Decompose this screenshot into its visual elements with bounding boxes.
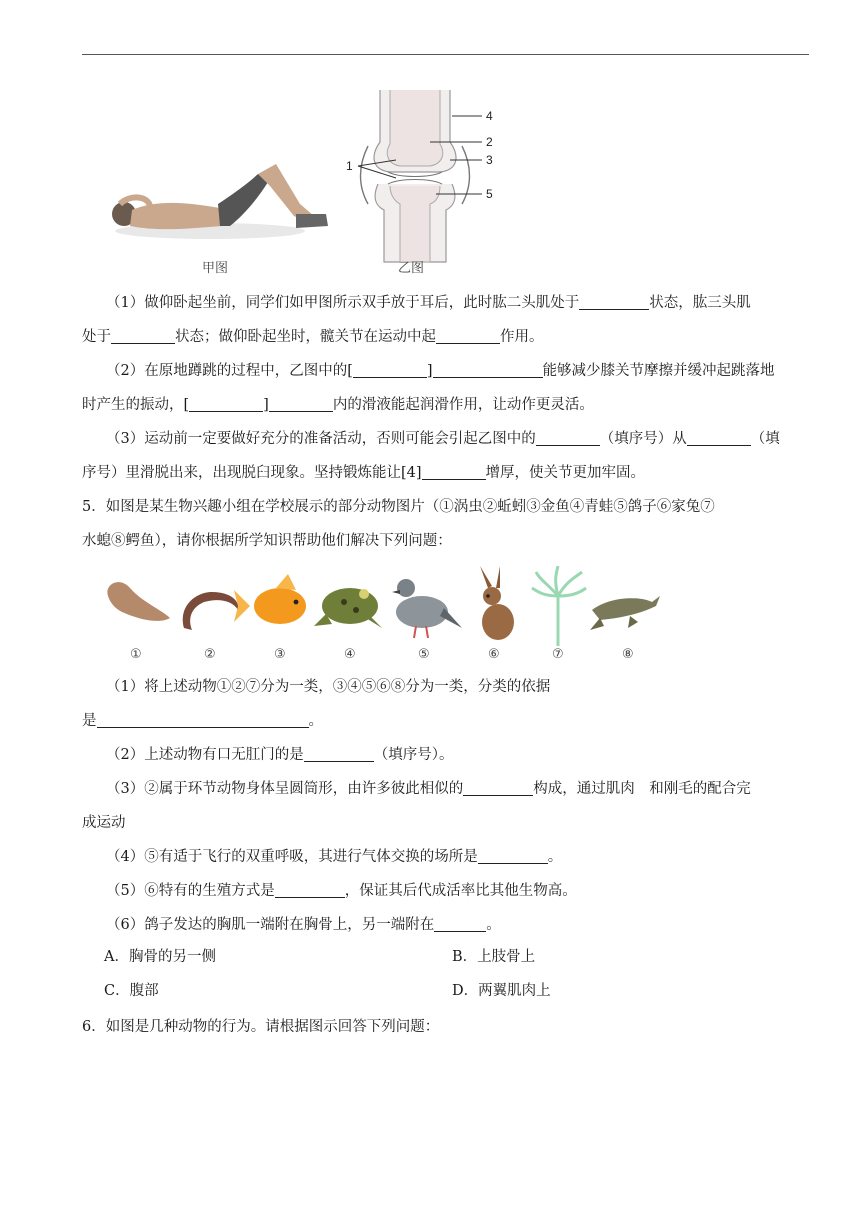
q5-s3-line1 [82, 772, 810, 806]
fig-yi-caption: 乙图 [398, 260, 425, 275]
animal-number-6: ⑥ [488, 647, 500, 662]
figure-jia-yi [100, 86, 520, 282]
label-3: 3 [486, 153, 493, 167]
q5-s6-text-a: （6）鸽子发达的胸肌一端附在胸骨上，另一端附在 [106, 917, 435, 933]
answer-blank[interactable] [536, 429, 600, 446]
option-b[interactable]: B．上肢骨上 [452, 949, 536, 965]
frog-image [314, 588, 382, 628]
q4-p2-text-f: 内的滑液能起润滑作用，让动作更灵活。 [332, 397, 594, 413]
q4-p1-text-c: 处于 [82, 329, 111, 345]
q5-s4-text-b: 。 [547, 849, 563, 865]
answer-blank[interactable] [275, 881, 345, 898]
answer-blank[interactable] [269, 395, 333, 412]
rabbit-image [480, 566, 514, 640]
label-5: 5 [486, 187, 493, 201]
option-c[interactable]: C．腹部 [104, 983, 159, 999]
q5-s2-text-b: （填序号）。 [373, 747, 454, 763]
answer-blank[interactable] [463, 779, 533, 796]
pigeon-image [392, 579, 462, 638]
animal-number-4: ④ [344, 647, 356, 662]
label-1: 1 [346, 159, 353, 173]
crocodile-image [590, 596, 660, 630]
q5-s1-line2 [82, 704, 810, 738]
q5-s5-line [82, 874, 810, 908]
q4-p2-text-a: （2）在原地蹲跳的过程中，乙图中的[ [106, 363, 353, 379]
label-4: 4 [486, 109, 493, 123]
q5-s5-text-b: ，保证其后代成活率比其他生物高。 [344, 883, 577, 899]
answer-blank[interactable] [478, 847, 548, 864]
q4-p1-text-e: 作用。 [500, 329, 544, 345]
q4-p1-line2 [82, 320, 810, 354]
answer-blank[interactable] [353, 361, 427, 378]
q4-p2-text-b: ] [426, 363, 433, 379]
q5-s4-line [82, 840, 810, 874]
q4-p3-text-c: （填 [750, 431, 780, 447]
fig-jia-caption: 甲图 [202, 260, 229, 275]
q4-p3-line2 [82, 456, 810, 490]
answer-blank[interactable] [433, 361, 543, 378]
animal-pictures [100, 566, 660, 662]
q5-s2-line [82, 738, 810, 772]
q4-p3-text-b: （填序号）从 [599, 431, 687, 447]
q5-s1-text-c: 。 [308, 713, 323, 729]
animal-number-1: ① [130, 647, 142, 662]
option-a[interactable]: A．胸骨的另一侧 [104, 949, 216, 965]
q5-s4-text-a: （4）⑤有适于飞行的双重呼吸，其进行气体交换的场所是 [106, 849, 478, 865]
q5-s6-text-b: 。 [486, 917, 501, 933]
hydra-image [532, 566, 586, 646]
q5-s1-line1: （1）将上述动物①②⑦分为一类，③④⑤⑥⑧分为一类，分类的依据 [106, 679, 551, 695]
option-d[interactable]: D．两翼肌肉上 [452, 983, 551, 999]
q5-intro-line1: 5．如图是某生物兴趣小组在学校展示的部分动物图片（①涡虫②蚯蚓③金鱼④青蛙⑤鸽子⑥家兔⑦ [82, 499, 715, 515]
answer-blank[interactable] [189, 395, 263, 412]
q5-s3-line2: 成运动 [82, 815, 126, 831]
q4-p1-text-b: 状态，肱三头肌 [649, 295, 751, 311]
animal-number-3: ③ [274, 647, 286, 662]
answer-blank[interactable] [434, 915, 486, 932]
q4-p3-line1 [82, 422, 810, 456]
answer-blank[interactable] [436, 327, 500, 344]
q4-p2-text-e: ] [263, 397, 269, 413]
situp-person-illustration [112, 164, 328, 239]
earthworm-image [183, 592, 238, 630]
joint-diagram [358, 90, 482, 262]
goldfish-image [234, 574, 306, 624]
answer-blank[interactable] [579, 293, 649, 310]
q4-p2-text-c: 能够减少膝关节摩擦并缓冲起跳落地 [542, 363, 775, 379]
q5-s6-line [82, 908, 810, 942]
q4-p3-text-a: （3）运动前一定要做好充分的准备活动，否则可能会引起乙图中的 [106, 431, 536, 447]
q5-intro-line2: 水螅⑧鳄鱼），请你根据所学知识帮助他们解决下列问题： [82, 533, 452, 549]
q4-p1-text-d: 状态；做仰卧起坐时，髋关节在运动中起 [175, 329, 436, 345]
q5-s3-text-a: （3）②属于环节动物身体呈圆筒形，由许多彼此相似的 [106, 781, 464, 797]
q4-p3-text-d: 序号）里滑脱出来，出现脱臼现象。坚持锻炼能让[4] [82, 465, 422, 481]
q4-p2-text-d: 时产生的振动，[ [82, 397, 190, 413]
answer-blank[interactable] [304, 745, 374, 762]
animal-number-5: ⑤ [418, 647, 430, 662]
flatworm-image [107, 582, 170, 621]
answer-blank[interactable] [422, 463, 486, 480]
answer-blank[interactable] [111, 327, 175, 344]
q5-s1-text-b: 是 [82, 713, 97, 729]
q4-p3-text-e: 增厚，使关节更加牢固。 [485, 465, 646, 481]
header-rule [82, 54, 809, 55]
q4-p1-text-a: （1）做仰卧起坐前，同学们如甲图所示双手放于耳后，此时肱二头肌处于 [106, 295, 580, 311]
q5-s2-text-a: （2）上述动物有口无肛门的是 [106, 747, 304, 763]
q4-p2-line1 [82, 354, 810, 388]
q4-p2-line2 [82, 388, 810, 422]
q6-intro: 6．如图是几种动物的行为。请根据图示回答下列问题： [82, 1019, 440, 1035]
q4-p1-line1 [82, 286, 810, 320]
answer-blank[interactable] [97, 711, 309, 728]
animal-number-7: ⑦ [552, 647, 564, 662]
q5-s5-text-a: （5）⑥特有的生殖方式是 [106, 883, 275, 899]
animal-number-8: ⑧ [622, 647, 634, 662]
label-2: 2 [486, 135, 493, 149]
answer-blank[interactable] [687, 429, 751, 446]
animal-number-2: ② [204, 647, 216, 662]
q5-s3-text-b: 构成，通过肌肉 和刚毛的配合完 [533, 781, 751, 797]
